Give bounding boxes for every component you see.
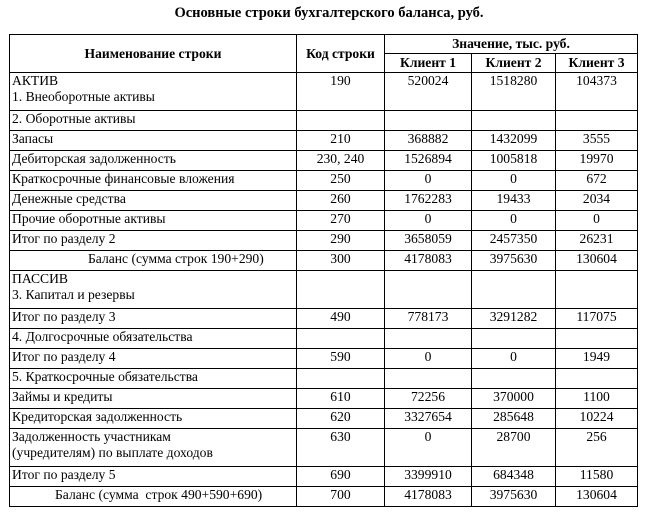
value-client-2: [472, 329, 556, 349]
table-row: [10, 369, 638, 389]
row-name: Баланс (сумма строк 190+290): [10, 251, 297, 271]
row-code: 300: [297, 251, 385, 271]
value-client-3: 10224: [556, 409, 638, 429]
value-client-3: 19970: [556, 151, 638, 171]
value-client-2: 3291282: [472, 309, 556, 329]
row-name: 5. Краткосрочные обязательства: [10, 369, 297, 389]
table-row: [10, 73, 638, 111]
value-client-1: 4178083: [385, 487, 472, 507]
value-client-1: 72256: [385, 389, 472, 409]
value-client-3: 130604: [556, 487, 638, 507]
row-code: [297, 271, 385, 309]
value-client-1: 0: [385, 171, 472, 191]
table-title: Основные строки бухгалтерского баланса, руб.: [174, 5, 484, 21]
row-code: 630: [297, 429, 385, 467]
value-client-1: 0: [385, 349, 472, 369]
value-client-2: 2457350: [472, 231, 556, 251]
value-client-3: 104373: [556, 73, 638, 111]
table-row: [10, 271, 638, 309]
value-client-2: [472, 111, 556, 131]
row-code: [297, 329, 385, 349]
value-client-1: [385, 329, 472, 349]
value-client-2: 1518280: [472, 73, 556, 111]
value-client-3: 672: [556, 171, 638, 191]
table-row: [10, 349, 638, 369]
row-code: 610: [297, 389, 385, 409]
row-code: 490: [297, 309, 385, 329]
value-client-1: [385, 271, 472, 309]
row-code: [297, 111, 385, 131]
value-client-1: 520024: [385, 73, 472, 111]
value-client-3: [556, 271, 638, 309]
row-name: Задолженность участникам (учредителям) по выплате доходов: [10, 429, 297, 467]
row-code: 590: [297, 349, 385, 369]
row-name: Прочие оборотные активы: [10, 211, 297, 231]
value-client-1: 368882: [385, 131, 472, 151]
header-client-1: Клиент 1: [385, 54, 472, 73]
row-code: 290: [297, 231, 385, 251]
value-client-3: [556, 369, 638, 389]
value-client-1: 3658059: [385, 231, 472, 251]
header-code: Код строки: [297, 35, 385, 73]
value-client-2: 684348: [472, 467, 556, 487]
row-name: Краткосрочные финансовые вложения: [10, 171, 297, 191]
row-code: 620: [297, 409, 385, 429]
row-name: Запасы: [10, 131, 297, 151]
table-row: [10, 329, 638, 349]
value-client-3: 117075: [556, 309, 638, 329]
row-name: Кредиторская задолженность: [10, 409, 297, 429]
table-row: [10, 111, 638, 131]
value-client-3: 130604: [556, 251, 638, 271]
value-client-1: 1526894: [385, 151, 472, 171]
value-client-2: 3975630: [472, 251, 556, 271]
value-client-1: 778173: [385, 309, 472, 329]
table-row: [10, 211, 638, 231]
row-code: [297, 369, 385, 389]
value-client-1: 0: [385, 429, 472, 467]
balance-table: [9, 34, 638, 507]
value-client-2: [472, 271, 556, 309]
row-name: Итог по разделу 5: [10, 467, 297, 487]
value-client-3: 256: [556, 429, 638, 467]
value-client-2: 0: [472, 349, 556, 369]
header-client-2: Клиент 2: [472, 54, 556, 73]
row-code: 230, 240: [297, 151, 385, 171]
value-client-1: 0: [385, 211, 472, 231]
table-row: [10, 409, 638, 429]
value-client-3: [556, 111, 638, 131]
table-row: [10, 151, 638, 171]
value-client-1: 3327654: [385, 409, 472, 429]
row-name-line2: 3. Капитал и резервы: [12, 287, 135, 302]
header-client-3: Клиент 3: [556, 54, 638, 73]
row-name: Итог по разделу 4: [10, 349, 297, 369]
value-client-2: 28700: [472, 429, 556, 467]
row-code: 250: [297, 171, 385, 191]
value-client-3: 0: [556, 211, 638, 231]
row-name-line2: (учредителям) по выплате доходов: [12, 445, 213, 460]
row-name: Итог по разделу 3: [10, 309, 297, 329]
row-name-line2: 1. Внеоборотные активы: [12, 89, 155, 104]
table-row: [10, 429, 638, 467]
value-client-2: 0: [472, 211, 556, 231]
value-client-1: 1762283: [385, 191, 472, 211]
table-row: [10, 251, 638, 271]
value-client-3: 26231: [556, 231, 638, 251]
row-name: 2. Оборотные активы: [10, 111, 297, 131]
value-client-3: 2034: [556, 191, 638, 211]
value-client-2: 19433: [472, 191, 556, 211]
row-name: Дебиторская задолженность: [10, 151, 297, 171]
value-client-3: 11580: [556, 467, 638, 487]
value-client-2: 1432099: [472, 131, 556, 151]
value-client-2: [472, 369, 556, 389]
table-row: [10, 131, 638, 151]
header-value-group: Значение, тыс. руб.: [385, 35, 638, 54]
row-code: 190: [297, 73, 385, 111]
table-row: [10, 487, 638, 507]
value-client-3: 1100: [556, 389, 638, 409]
value-client-3: [556, 329, 638, 349]
row-code: 260: [297, 191, 385, 211]
row-name: Денежные средства: [10, 191, 297, 211]
row-name: Итог по разделу 2: [10, 231, 297, 251]
value-client-1: [385, 111, 472, 131]
value-client-2: 1005818: [472, 151, 556, 171]
value-client-2: 0: [472, 171, 556, 191]
row-name: АКТИВ 1. Внеоборотные активы: [10, 73, 297, 111]
header-name: Наименование строки: [10, 35, 297, 73]
row-name: Займы и кредиты: [10, 389, 297, 409]
value-client-2: 285648: [472, 409, 556, 429]
value-client-1: 4178083: [385, 251, 472, 271]
table-row: [10, 231, 638, 251]
table-row: [10, 467, 638, 487]
table-row: [10, 171, 638, 191]
value-client-3: 3555: [556, 131, 638, 151]
row-name: ПАССИВ 3. Капитал и резервы: [10, 271, 297, 309]
row-name: 4. Долгосрочные обязательства: [10, 329, 297, 349]
row-code: 270: [297, 211, 385, 231]
row-code: 700: [297, 487, 385, 507]
value-client-3: 1949: [556, 349, 638, 369]
value-client-2: 3975630: [472, 487, 556, 507]
row-code: 210: [297, 131, 385, 151]
table-row: [10, 191, 638, 211]
value-client-2: 370000: [472, 389, 556, 409]
table-row: [10, 389, 638, 409]
row-code: 690: [297, 467, 385, 487]
value-client-1: [385, 369, 472, 389]
row-name: Баланс (сумма строк 490+590+690): [10, 487, 297, 507]
value-client-1: 3399910: [385, 467, 472, 487]
table-row: [10, 309, 638, 329]
